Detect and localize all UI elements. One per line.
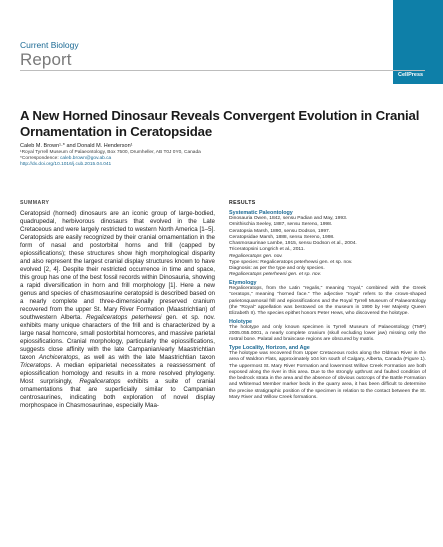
article-title: A New Horned Dinosaur Reveals Convergent Evolution in Cranial Ornamentation in Ceratopsidae <box>20 108 420 139</box>
results-column <box>229 200 426 401</box>
summary-column <box>20 200 215 410</box>
taxonomy-list <box>229 216 426 254</box>
genus-name: Regaliceratops gen. nov. <box>229 253 283 259</box>
holotype-heading: Holotype <box>229 318 253 325</box>
locality-heading: Type Locality, Horizon, and Age <box>229 345 310 351</box>
logo-text: CellPress <box>398 72 424 78</box>
taxon-name-italic: Anchiceratops <box>38 354 79 361</box>
species-line <box>229 272 426 278</box>
systematic-paleontology-heading: Systematic Paleontology <box>229 210 293 216</box>
cellpress-logo[interactable] <box>393 0 443 84</box>
summary-text-segment: Ceratopsid (horned) dinosaurs are an iconic group of large-bodied, quadrupedal, herbivorous dinosaurs that evolved in the Late Cretaceous and were largely restricted to western North America [1–5]. Ceratopsids are easily recognized by their cranial ornamentation in the form of nasal and postorbital horns and frill (capped by epiossifications); these structures show high morphological disparity and also represent the largest cranial display structures known to have evolved [2, 4]. Despite their restricted occurrence in time and space, this group has one of the best fossil records within Dinosauria, showing a rapid diversification in horn and frill morphology [1]. Here a new genus and species of chasmosaurine ceratopsid is described based on a nearly complete and three-dimensionally preserved cranium recovered from the upper St. Mary River Formation (Maastrichtian) of southwestern Alberta. <box>20 210 215 321</box>
header-divider <box>20 70 425 71</box>
taxonomy-line: Chasmosaurinae Lambe, 1915, sensu Dodson et al., 2004. <box>229 241 357 246</box>
diagnosis-line: Diagnosis: as per the type and only species. <box>229 266 325 271</box>
results-heading: RESULTS <box>229 200 256 206</box>
holotype-paragraph: The holotype and only known specimen is Tyrrell Museum of Palaeontology (TMP) 2005.055.0001, a nearly complete cranium (skull excluding lower jaw) missing only the rostral bone. Palatal and braincase regions are obscured by matrix. <box>229 324 426 343</box>
etymology-paragraph: Regaliceratops, from the Latin "regalis," meaning "royal," combined with the Greek "ceratops," meaning "horned face." The adjective "royal" refers to the crown-shaped parietosquamosal frill and epiossifications and the Royal Tyrrell Museum of Palaeontology (the "Royal" appellation was bestowed on the museum in 1990 by Her Majesty Queen Elizabeth II). The species epithet honors Peter Hews, who discovered the holotype. <box>229 286 426 316</box>
journal-name: Current Biology <box>20 40 79 50</box>
genus-name-italic: Regaliceratops <box>79 378 121 385</box>
summary-text-segment: . A median epiparietal necessitates a reassessment of epiossification homology and results in a more resolved phylogeny. Most surprisingly, <box>20 362 215 385</box>
taxon-name-italic: Triceratops <box>20 362 51 369</box>
article-metadata <box>20 143 425 168</box>
taxonomy-line: Triceratopsini Longrich et al., 2011. <box>229 247 305 253</box>
doi-link[interactable]: http://dx.doi.org/10.1016/j.cub.2015.04.041 <box>20 162 112 168</box>
locality-paragraph: The holotype was recovered from Upper Cretaceous rocks along the Oldman River in the area of Waldron Flats, approximately 104 km south of Calgary, Alberta, Canada (Figure 1). The uppermost St. Mary River Formation and lowermost Willow Creek Formation are both exposed along the river in this area. Due to the strongly upthrust and faulted condition of the bedrock strata in the area and the absence of obvious outcrops of the Battle Formation and Whitemud Member marker beds in the quarry area, it has been difficult to determine the precise stratigraphic position of the specimen in relation to the contact between the St. Mary River and Willow Creek formations. <box>229 351 426 400</box>
species-name-italic: Regaliceratops peterhewsi <box>86 314 162 321</box>
summary-text-segment: gen. et sp. nov. exhibits many unique characters of the frill and is characterized by a large nasal horncore, small postorbital horncores, and massive parietal epiossifications. Cranial morphology, particularly the epiossifications, suggests close affinity with the late Campanian/early Maastrichtian taxon <box>20 314 215 361</box>
taxonomy-line: Ceratopsia Marsh, 1890, sensu Dodson, 1997. <box>229 228 331 234</box>
type-species-line: Type species: Regaliceratops peterhewsi gen. et sp. nov. <box>229 259 353 265</box>
taxonomy-line: Ornithischia Seeley, 1887, sensu Sereno, 1998. <box>229 222 333 228</box>
summary-heading: SUMMARY <box>20 200 50 206</box>
taxonomy-line: Dinosauria Owen, 1842, sensu Padian and May, 1993. <box>229 216 348 221</box>
summary-text-segment: , as well as with the late Maastrichtian taxon <box>78 354 216 361</box>
etymology-heading: Etymology <box>229 280 257 286</box>
article-type-label: Report <box>20 50 72 69</box>
species-name: Regaliceratops peterhewsi gen. et sp. nov. <box>229 272 322 278</box>
correspondence-label: *Correspondence: <box>20 156 60 162</box>
summary-paragraph <box>20 210 215 410</box>
correspondence-email-link[interactable]: caleb.brown@gov.ab.ca <box>60 156 112 162</box>
taxonomy-line: Ceratopsidae Marsh, 1888, sensu Sereno, 1998. <box>229 234 335 240</box>
author-list: Caleb M. Brown¹·* and Donald M. Henderson¹ <box>20 143 133 149</box>
summary-text-segment: exhibits a suite of cranial ornamentations that are superficially similar to Campanian centrosaurines, indicating both exploration of novel display morphospace in Chasmosaurinae, especially Maa- <box>20 378 215 409</box>
affiliation: ¹Royal Tyrrell Museum of Palaeontology, Box 7500, Drumheller, AB T0J 0Y0, Canada <box>20 150 201 156</box>
